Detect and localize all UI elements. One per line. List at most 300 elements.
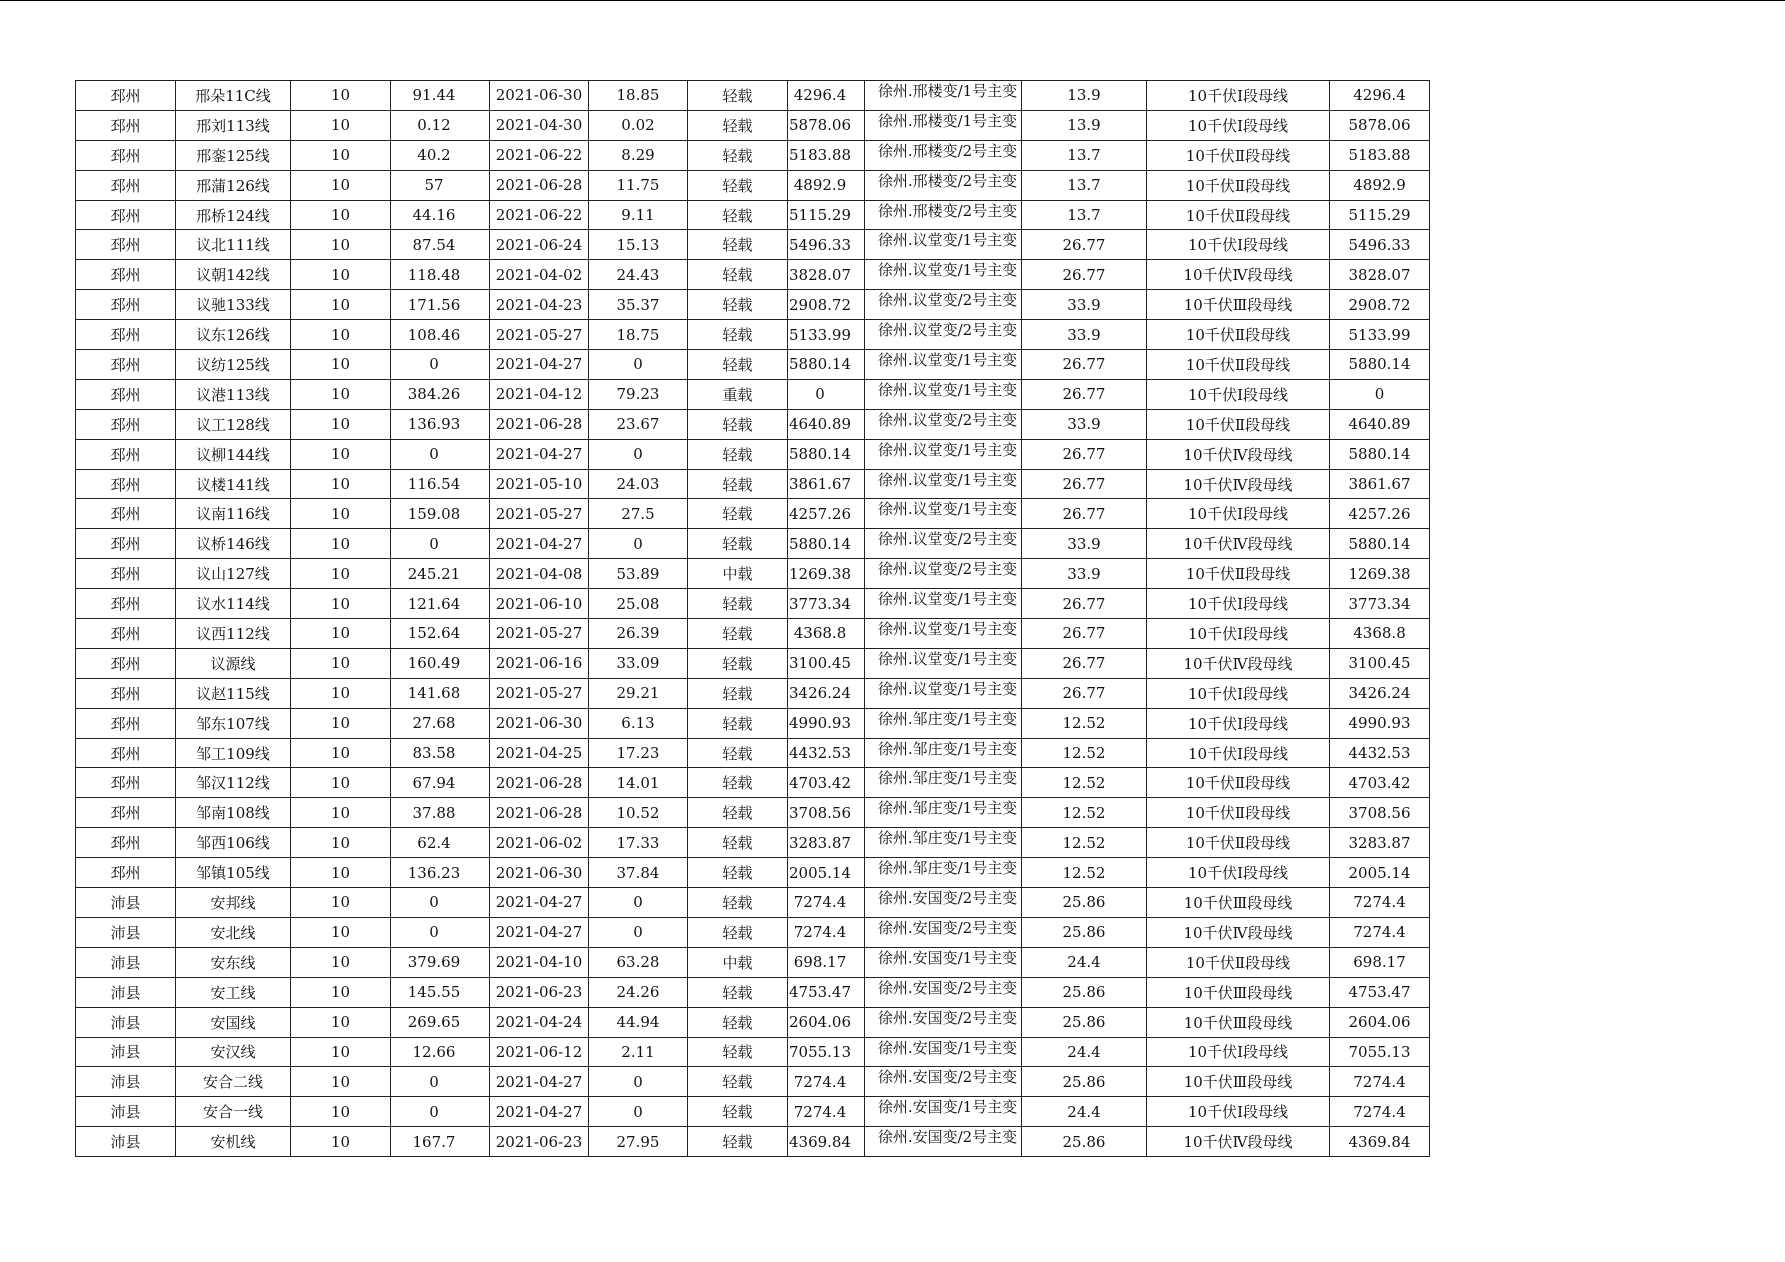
date-cell: 2021-06-23 xyxy=(490,977,589,1007)
substation-text: 徐州.邢楼变/2号主变 xyxy=(877,171,1018,190)
available-capacity-cell: 2005.14 xyxy=(1330,858,1430,888)
load-rate-cell: 2.11 xyxy=(589,1037,688,1067)
table-row xyxy=(76,1067,1430,1097)
region-cell: 邳州 xyxy=(76,678,176,708)
line-name-cell: 议楼141线 xyxy=(176,469,291,499)
feeder-load-table xyxy=(75,80,1430,1157)
substation-text: 徐州.议堂变/1号主变 xyxy=(877,649,1018,668)
load-cell: 384.26 xyxy=(391,379,490,409)
date-cell: 2021-04-27 xyxy=(490,1097,589,1127)
region-cell: 邳州 xyxy=(76,708,176,738)
available-capacity-cell: 7274.4 xyxy=(1330,888,1430,918)
voltage-cell: 10 xyxy=(291,619,391,649)
date-cell: 2021-04-27 xyxy=(490,1067,589,1097)
region-cell: 邳州 xyxy=(76,858,176,888)
load-cell: 67.94 xyxy=(391,768,490,798)
date-cell: 2021-04-23 xyxy=(490,290,589,320)
load-status-cell: 轻载 xyxy=(688,708,788,738)
available-capacity-cell: 4640.89 xyxy=(1330,409,1430,439)
transformer-load-cell: 25.86 xyxy=(1022,977,1147,1007)
substation-text: 徐州.议堂变/1号主变 xyxy=(877,440,1018,459)
line-name-cell: 议赵115线 xyxy=(176,678,291,708)
table-row xyxy=(76,290,1430,320)
load-cell: 40.2 xyxy=(391,140,490,170)
line-name-cell: 安邦线 xyxy=(176,888,291,918)
busbar-cell: 10千伏Ⅲ段母线 xyxy=(1147,290,1330,320)
load-status-cell: 轻载 xyxy=(688,469,788,499)
region-cell: 邳州 xyxy=(76,469,176,499)
load-cell: 167.7 xyxy=(391,1127,490,1157)
date-cell: 2021-05-27 xyxy=(490,678,589,708)
load-rate-cell: 8.29 xyxy=(589,140,688,170)
line-name-cell: 议山127线 xyxy=(176,559,291,589)
line-name-cell: 邢桥124线 xyxy=(176,200,291,230)
substation-text: 徐州.邹庄变/1号主变 xyxy=(877,769,1018,788)
available-capacity-cell: 7274.4 xyxy=(1330,917,1430,947)
table-row xyxy=(76,529,1430,559)
busbar-cell: 10千伏Ⅱ段母线 xyxy=(1147,350,1330,380)
load-rate-cell: 0.02 xyxy=(589,110,688,140)
load-cell: 0 xyxy=(391,1097,490,1127)
date-cell: 2021-06-22 xyxy=(490,140,589,170)
available-capacity-cell: 3283.87 xyxy=(1330,828,1430,858)
busbar-cell: 10千伏Ⅰ段母线 xyxy=(1147,708,1330,738)
available-capacity-cell: 3100.45 xyxy=(1330,648,1430,678)
transformer-load-cell: 26.77 xyxy=(1022,678,1147,708)
voltage-cell: 10 xyxy=(291,230,391,260)
load-status-cell: 轻载 xyxy=(688,260,788,290)
page-top-rule xyxy=(0,0,1785,1)
busbar-cell: 10千伏Ⅲ段母线 xyxy=(1147,888,1330,918)
table-row xyxy=(76,499,1430,529)
load-rate-cell: 0 xyxy=(589,1097,688,1127)
transformer-load-cell: 25.86 xyxy=(1022,917,1147,947)
busbar-cell: 10千伏Ⅲ段母线 xyxy=(1147,1007,1330,1037)
substation-cell xyxy=(865,409,1022,439)
transformer-load-cell: 26.77 xyxy=(1022,589,1147,619)
load-cell: 145.55 xyxy=(391,977,490,1007)
substation-cell xyxy=(865,738,1022,768)
date-cell: 2021-06-30 xyxy=(490,81,589,111)
voltage-cell: 10 xyxy=(291,81,391,111)
substation-cell xyxy=(865,1097,1022,1127)
region-cell: 邳州 xyxy=(76,499,176,529)
busbar-cell: 10千伏Ⅲ段母线 xyxy=(1147,1067,1330,1097)
voltage-cell: 10 xyxy=(291,529,391,559)
capacity-cell: 5183.88 xyxy=(788,140,865,170)
capacity-cell: 5878.06 xyxy=(788,110,865,140)
region-cell: 沛县 xyxy=(76,888,176,918)
substation-cell xyxy=(865,947,1022,977)
load-cell: 160.49 xyxy=(391,648,490,678)
date-cell: 2021-06-28 xyxy=(490,798,589,828)
transformer-load-cell: 26.77 xyxy=(1022,379,1147,409)
region-cell: 邳州 xyxy=(76,170,176,200)
substation-cell xyxy=(865,170,1022,200)
voltage-cell: 10 xyxy=(291,379,391,409)
load-status-cell: 重载 xyxy=(688,379,788,409)
load-status-cell: 轻载 xyxy=(688,738,788,768)
load-cell: 91.44 xyxy=(391,81,490,111)
load-status-cell: 轻载 xyxy=(688,648,788,678)
region-cell: 沛县 xyxy=(76,917,176,947)
substation-cell xyxy=(865,708,1022,738)
line-name-cell: 安合一线 xyxy=(176,1097,291,1127)
region-cell: 邳州 xyxy=(76,768,176,798)
load-rate-cell: 29.21 xyxy=(589,678,688,708)
line-name-cell: 安东线 xyxy=(176,947,291,977)
busbar-cell: 10千伏Ⅱ段母线 xyxy=(1147,559,1330,589)
date-cell: 2021-05-27 xyxy=(490,619,589,649)
substation-text: 徐州.议堂变/1号主变 xyxy=(877,590,1018,609)
available-capacity-cell: 4368.8 xyxy=(1330,619,1430,649)
substation-text: 徐州.议堂变/2号主变 xyxy=(877,560,1018,579)
available-capacity-cell: 2908.72 xyxy=(1330,290,1430,320)
line-name-cell: 邢刘113线 xyxy=(176,110,291,140)
region-cell: 邳州 xyxy=(76,110,176,140)
busbar-cell: 10千伏Ⅰ段母线 xyxy=(1147,379,1330,409)
load-status-cell: 轻载 xyxy=(688,1007,788,1037)
load-status-cell: 轻载 xyxy=(688,81,788,111)
substation-text: 徐州.议堂变/1号主变 xyxy=(877,500,1018,519)
capacity-cell: 7274.4 xyxy=(788,917,865,947)
date-cell: 2021-04-08 xyxy=(490,559,589,589)
load-status-cell: 轻载 xyxy=(688,1127,788,1157)
busbar-cell: 10千伏Ⅰ段母线 xyxy=(1147,499,1330,529)
transformer-load-cell: 26.77 xyxy=(1022,499,1147,529)
load-cell: 159.08 xyxy=(391,499,490,529)
capacity-cell: 3861.67 xyxy=(788,469,865,499)
voltage-cell: 10 xyxy=(291,499,391,529)
capacity-cell: 698.17 xyxy=(788,947,865,977)
transformer-load-cell: 24.4 xyxy=(1022,947,1147,977)
load-cell: 0 xyxy=(391,888,490,918)
transformer-load-cell: 25.86 xyxy=(1022,1127,1147,1157)
voltage-cell: 10 xyxy=(291,1127,391,1157)
load-status-cell: 轻载 xyxy=(688,619,788,649)
load-rate-cell: 33.09 xyxy=(589,648,688,678)
date-cell: 2021-06-30 xyxy=(490,858,589,888)
load-rate-cell: 24.03 xyxy=(589,469,688,499)
load-cell: 27.68 xyxy=(391,708,490,738)
available-capacity-cell: 3773.34 xyxy=(1330,589,1430,619)
load-cell: 171.56 xyxy=(391,290,490,320)
substation-text: 徐州.邢楼变/1号主变 xyxy=(877,82,1018,100)
transformer-load-cell: 26.77 xyxy=(1022,439,1147,469)
available-capacity-cell: 3708.56 xyxy=(1330,798,1430,828)
region-cell: 沛县 xyxy=(76,1097,176,1127)
table-row xyxy=(76,81,1430,111)
table-row xyxy=(76,648,1430,678)
date-cell: 2021-04-27 xyxy=(490,917,589,947)
available-capacity-cell: 698.17 xyxy=(1330,947,1430,977)
substation-cell xyxy=(865,529,1022,559)
transformer-load-cell: 13.9 xyxy=(1022,110,1147,140)
table-row xyxy=(76,379,1430,409)
load-rate-cell: 15.13 xyxy=(589,230,688,260)
table-row xyxy=(76,589,1430,619)
table-row xyxy=(76,1037,1430,1067)
substation-cell xyxy=(865,320,1022,350)
region-cell: 沛县 xyxy=(76,1127,176,1157)
table-row xyxy=(76,110,1430,140)
load-rate-cell: 79.23 xyxy=(589,379,688,409)
voltage-cell: 10 xyxy=(291,260,391,290)
capacity-cell: 4640.89 xyxy=(788,409,865,439)
line-name-cell: 议东126线 xyxy=(176,320,291,350)
region-cell: 邳州 xyxy=(76,619,176,649)
line-name-cell: 议工128线 xyxy=(176,409,291,439)
line-name-cell: 安合二线 xyxy=(176,1067,291,1097)
substation-cell xyxy=(865,260,1022,290)
load-cell: 379.69 xyxy=(391,947,490,977)
busbar-cell: 10千伏Ⅰ段母线 xyxy=(1147,678,1330,708)
load-rate-cell: 0 xyxy=(589,1067,688,1097)
voltage-cell: 10 xyxy=(291,888,391,918)
busbar-cell: 10千伏Ⅱ段母线 xyxy=(1147,409,1330,439)
substation-text: 徐州.邹庄变/1号主变 xyxy=(877,739,1018,758)
voltage-cell: 10 xyxy=(291,559,391,589)
busbar-cell: 10千伏Ⅳ段母线 xyxy=(1147,917,1330,947)
busbar-cell: 10千伏Ⅱ段母线 xyxy=(1147,798,1330,828)
load-status-cell: 轻载 xyxy=(688,409,788,439)
substation-text: 徐州.议堂变/1号主变 xyxy=(877,231,1018,250)
busbar-cell: 10千伏Ⅳ段母线 xyxy=(1147,529,1330,559)
capacity-cell: 4753.47 xyxy=(788,977,865,1007)
busbar-cell: 10千伏Ⅰ段母线 xyxy=(1147,1037,1330,1067)
date-cell: 2021-04-10 xyxy=(490,947,589,977)
load-rate-cell: 0 xyxy=(589,439,688,469)
substation-text: 徐州.安国变/1号主变 xyxy=(877,1098,1018,1117)
capacity-cell: 5496.33 xyxy=(788,230,865,260)
load-rate-cell: 17.23 xyxy=(589,738,688,768)
region-cell: 邳州 xyxy=(76,320,176,350)
date-cell: 2021-06-28 xyxy=(490,409,589,439)
substation-text: 徐州.议堂变/2号主变 xyxy=(877,321,1018,340)
load-rate-cell: 24.26 xyxy=(589,977,688,1007)
voltage-cell: 10 xyxy=(291,439,391,469)
region-cell: 沛县 xyxy=(76,1067,176,1097)
load-cell: 0 xyxy=(391,917,490,947)
substation-text: 徐州.议堂变/1号主变 xyxy=(877,380,1018,399)
available-capacity-cell: 0 xyxy=(1330,379,1430,409)
transformer-load-cell: 24.4 xyxy=(1022,1037,1147,1067)
substation-text: 徐州.安国变/2号主变 xyxy=(877,1068,1018,1087)
load-cell: 108.46 xyxy=(391,320,490,350)
busbar-cell: 10千伏Ⅳ段母线 xyxy=(1147,260,1330,290)
voltage-cell: 10 xyxy=(291,1007,391,1037)
available-capacity-cell: 4990.93 xyxy=(1330,708,1430,738)
capacity-cell: 4368.8 xyxy=(788,619,865,649)
date-cell: 2021-04-27 xyxy=(490,529,589,559)
available-capacity-cell: 7055.13 xyxy=(1330,1037,1430,1067)
capacity-cell: 3283.87 xyxy=(788,828,865,858)
substation-text: 徐州.邹庄变/1号主变 xyxy=(877,859,1018,878)
line-name-cell: 议纺125线 xyxy=(176,350,291,380)
transformer-load-cell: 24.4 xyxy=(1022,1097,1147,1127)
line-name-cell: 安汉线 xyxy=(176,1037,291,1067)
region-cell: 邳州 xyxy=(76,200,176,230)
table-row xyxy=(76,768,1430,798)
substation-cell xyxy=(865,858,1022,888)
load-status-cell: 轻载 xyxy=(688,589,788,619)
substation-cell xyxy=(865,888,1022,918)
load-cell: 0 xyxy=(391,439,490,469)
voltage-cell: 10 xyxy=(291,678,391,708)
region-cell: 沛县 xyxy=(76,1007,176,1037)
load-rate-cell: 18.75 xyxy=(589,320,688,350)
load-status-cell: 轻载 xyxy=(688,977,788,1007)
date-cell: 2021-04-27 xyxy=(490,888,589,918)
load-status-cell: 轻载 xyxy=(688,858,788,888)
line-name-cell: 议北111线 xyxy=(176,230,291,260)
voltage-cell: 10 xyxy=(291,917,391,947)
table-row xyxy=(76,1097,1430,1127)
transformer-load-cell: 26.77 xyxy=(1022,619,1147,649)
load-rate-cell: 26.39 xyxy=(589,619,688,649)
load-rate-cell: 11.75 xyxy=(589,170,688,200)
voltage-cell: 10 xyxy=(291,409,391,439)
table-row xyxy=(76,947,1430,977)
load-cell: 12.66 xyxy=(391,1037,490,1067)
date-cell: 2021-06-30 xyxy=(490,708,589,738)
date-cell: 2021-04-30 xyxy=(490,110,589,140)
substation-text: 徐州.安国变/2号主变 xyxy=(877,889,1018,908)
busbar-cell: 10千伏Ⅱ段母线 xyxy=(1147,200,1330,230)
region-cell: 邳州 xyxy=(76,648,176,678)
transformer-load-cell: 13.7 xyxy=(1022,140,1147,170)
available-capacity-cell: 5880.14 xyxy=(1330,350,1430,380)
available-capacity-cell: 4753.47 xyxy=(1330,977,1430,1007)
voltage-cell: 10 xyxy=(291,350,391,380)
date-cell: 2021-06-10 xyxy=(490,589,589,619)
substation-text: 徐州.安国变/1号主变 xyxy=(877,948,1018,967)
date-cell: 2021-06-22 xyxy=(490,200,589,230)
voltage-cell: 10 xyxy=(291,858,391,888)
transformer-load-cell: 12.52 xyxy=(1022,738,1147,768)
capacity-cell: 7274.4 xyxy=(788,1067,865,1097)
transformer-load-cell: 13.7 xyxy=(1022,170,1147,200)
transformer-load-cell: 26.77 xyxy=(1022,350,1147,380)
voltage-cell: 10 xyxy=(291,768,391,798)
capacity-cell: 2908.72 xyxy=(788,290,865,320)
busbar-cell: 10千伏Ⅰ段母线 xyxy=(1147,589,1330,619)
voltage-cell: 10 xyxy=(291,798,391,828)
substation-cell xyxy=(865,648,1022,678)
load-status-cell: 轻载 xyxy=(688,290,788,320)
load-rate-cell: 10.52 xyxy=(589,798,688,828)
table-row xyxy=(76,1007,1430,1037)
voltage-cell: 10 xyxy=(291,828,391,858)
load-rate-cell: 18.85 xyxy=(589,81,688,111)
transformer-load-cell: 12.52 xyxy=(1022,828,1147,858)
substation-cell xyxy=(865,350,1022,380)
load-status-cell: 中载 xyxy=(688,559,788,589)
table-row xyxy=(76,559,1430,589)
substation-text: 徐州.议堂变/2号主变 xyxy=(877,530,1018,549)
date-cell: 2021-04-27 xyxy=(490,439,589,469)
region-cell: 邳州 xyxy=(76,379,176,409)
load-status-cell: 中载 xyxy=(688,947,788,977)
line-name-cell: 安北线 xyxy=(176,917,291,947)
voltage-cell: 10 xyxy=(291,469,391,499)
substation-cell xyxy=(865,678,1022,708)
voltage-cell: 10 xyxy=(291,1067,391,1097)
available-capacity-cell: 7274.4 xyxy=(1330,1097,1430,1127)
busbar-cell: 10千伏Ⅱ段母线 xyxy=(1147,828,1330,858)
line-name-cell: 议柳144线 xyxy=(176,439,291,469)
load-status-cell: 轻载 xyxy=(688,170,788,200)
load-cell: 83.58 xyxy=(391,738,490,768)
line-name-cell: 议南116线 xyxy=(176,499,291,529)
region-cell: 邳州 xyxy=(76,290,176,320)
table-row xyxy=(76,678,1430,708)
substation-cell xyxy=(865,768,1022,798)
date-cell: 2021-04-24 xyxy=(490,1007,589,1037)
substation-cell xyxy=(865,589,1022,619)
busbar-cell: 10千伏Ⅰ段母线 xyxy=(1147,230,1330,260)
available-capacity-cell: 5880.14 xyxy=(1330,439,1430,469)
load-cell: 245.21 xyxy=(391,559,490,589)
date-cell: 2021-06-28 xyxy=(490,768,589,798)
busbar-cell: 10千伏Ⅳ段母线 xyxy=(1147,1127,1330,1157)
capacity-cell: 7274.4 xyxy=(788,888,865,918)
load-status-cell: 轻载 xyxy=(688,888,788,918)
load-cell: 37.88 xyxy=(391,798,490,828)
load-status-cell: 轻载 xyxy=(688,110,788,140)
available-capacity-cell: 3426.24 xyxy=(1330,678,1430,708)
table-row xyxy=(76,439,1430,469)
load-rate-cell: 0 xyxy=(589,917,688,947)
busbar-cell: 10千伏Ⅰ段母线 xyxy=(1147,81,1330,111)
date-cell: 2021-05-27 xyxy=(490,320,589,350)
substation-text: 徐州.议堂变/1号主变 xyxy=(877,261,1018,280)
date-cell: 2021-04-27 xyxy=(490,350,589,380)
substation-cell xyxy=(865,977,1022,1007)
substation-cell xyxy=(865,81,1022,111)
transformer-load-cell: 25.86 xyxy=(1022,1067,1147,1097)
load-cell: 0 xyxy=(391,529,490,559)
load-status-cell: 轻载 xyxy=(688,140,788,170)
available-capacity-cell: 4892.9 xyxy=(1330,170,1430,200)
region-cell: 邳州 xyxy=(76,140,176,170)
line-name-cell: 邹东107线 xyxy=(176,708,291,738)
available-capacity-cell: 5880.14 xyxy=(1330,529,1430,559)
region-cell: 邳州 xyxy=(76,798,176,828)
capacity-cell: 3828.07 xyxy=(788,260,865,290)
table-body xyxy=(76,81,1430,1157)
line-name-cell: 议源线 xyxy=(176,648,291,678)
capacity-cell: 4892.9 xyxy=(788,170,865,200)
line-name-cell: 议西112线 xyxy=(176,619,291,649)
transformer-load-cell: 33.9 xyxy=(1022,559,1147,589)
region-cell: 邳州 xyxy=(76,738,176,768)
busbar-cell: 10千伏Ⅳ段母线 xyxy=(1147,648,1330,678)
available-capacity-cell: 5183.88 xyxy=(1330,140,1430,170)
table-row xyxy=(76,350,1430,380)
line-name-cell: 邹西106线 xyxy=(176,828,291,858)
voltage-cell: 10 xyxy=(291,140,391,170)
load-rate-cell: 53.89 xyxy=(589,559,688,589)
load-status-cell: 轻载 xyxy=(688,828,788,858)
busbar-cell: 10千伏Ⅰ段母线 xyxy=(1147,738,1330,768)
load-status-cell: 轻载 xyxy=(688,230,788,260)
available-capacity-cell: 5115.29 xyxy=(1330,200,1430,230)
load-rate-cell: 0 xyxy=(589,350,688,380)
table-row xyxy=(76,828,1430,858)
load-rate-cell: 0 xyxy=(589,529,688,559)
capacity-cell: 5133.99 xyxy=(788,320,865,350)
